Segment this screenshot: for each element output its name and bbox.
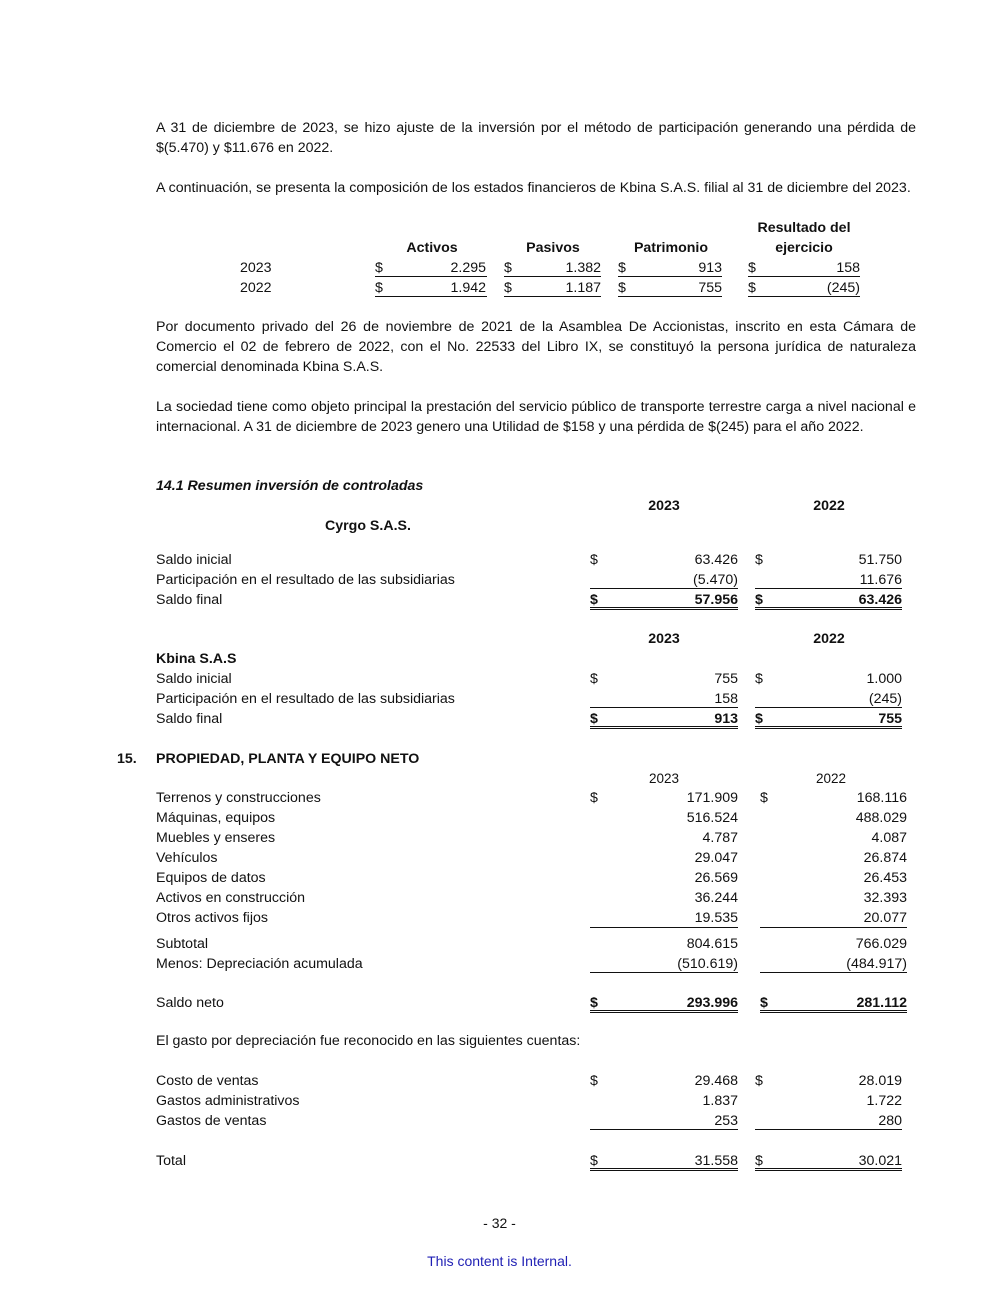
ppe-value-2023: 171.909 [686, 790, 738, 806]
row-label: Saldo inicial [156, 552, 232, 568]
saldo-neto-2023: 293.996 [686, 995, 738, 1011]
col-header-2023: 2023 [648, 498, 680, 514]
underline [504, 296, 601, 297]
underline [590, 927, 738, 928]
kbina-saldo-final-2023: 913 [714, 711, 738, 727]
currency-symbol: $ [590, 995, 598, 1011]
kbina-saldo-inicial-2022: 1.000 [866, 671, 902, 687]
ppe-value-2022: 20.077 [863, 910, 907, 926]
ppe-value-2022: 26.453 [863, 870, 907, 886]
underline [618, 276, 722, 277]
ppe-value-2023: 516.524 [686, 810, 738, 826]
header-resultado-line1: Resultado del [757, 220, 851, 236]
kbina-heading: Kbina S.A.S [156, 651, 237, 667]
col-header-2022: 2022 [813, 631, 845, 647]
kbina-row-year: 2023 [240, 260, 272, 276]
gasto-value-2022: 1.722 [866, 1093, 902, 1109]
kbina-pasivos-2022: 1.187 [565, 280, 601, 296]
paragraph-objeto-social: La sociedad tiene como objeto principal la prestación del servicio público de transporte terrestre carga a nivel nacional e internacional. A 31 de diciembre de 2023 genero una Utilidad de $158 y una pérdida de $(245) para el año 2022. [156, 399, 916, 435]
underline [504, 276, 601, 277]
underline [748, 296, 860, 297]
classification-label: This content is Internal. [427, 1253, 572, 1269]
currency-symbol: $ [375, 280, 383, 296]
gasto-value-2022: 28.019 [858, 1073, 902, 1089]
currency-symbol: $ [755, 1153, 763, 1169]
row-label: Saldo final [156, 711, 223, 727]
kbina-resultado-2023: 158 [836, 260, 860, 276]
depreciacion-2022: (484.917) [846, 956, 907, 972]
intro-paragraph-1: A 31 de diciembre de 2023, se hizo ajuste de la inversión por el método de participación generando una pérdida de $(5.470) y $11.676 en 2022. [156, 120, 916, 156]
currency-symbol: $ [590, 711, 598, 727]
underline [748, 276, 860, 277]
currency-symbol: $ [590, 1153, 598, 1169]
cyrgo-participacion-2023: (5.470) [693, 572, 738, 588]
row-label: Saldo neto [156, 995, 224, 1011]
kbina-activos-2022: 1.942 [450, 280, 486, 296]
depreciacion-2023: (510.619) [677, 956, 738, 972]
currency-symbol: $ [755, 671, 763, 687]
total-2023: 31.558 [694, 1153, 738, 1169]
kbina-patrimonio-2023: 913 [698, 260, 722, 276]
currency-symbol: $ [590, 671, 598, 687]
currency-symbol: $ [618, 280, 626, 296]
double-underline [590, 726, 738, 729]
double-underline [590, 1168, 738, 1171]
currency-symbol: $ [590, 592, 598, 608]
underline [760, 927, 907, 928]
double-underline [755, 726, 902, 729]
gasto-value-2023: 1.837 [702, 1093, 738, 1109]
ppe-value-2022: 168.116 [856, 790, 907, 806]
row-label: Participación en el resultado de las subsidiarias [156, 572, 455, 588]
cyrgo-saldo-inicial-2022: 51.750 [858, 552, 902, 568]
underline [375, 276, 487, 277]
currency-symbol: $ [504, 260, 512, 276]
subtotal-2022: 766.029 [855, 936, 907, 952]
col-header-2022: 2022 [813, 498, 845, 514]
ppe-value-2023: 19.535 [694, 910, 738, 926]
row-label: Activos en construcción [156, 890, 306, 906]
underline [590, 972, 738, 973]
currency-symbol: $ [590, 1073, 598, 1089]
ppe-value-2022: 32.393 [863, 890, 907, 906]
underline [755, 1129, 902, 1130]
currency-symbol: $ [748, 260, 756, 276]
section-14-1-title: 14.1 Resumen inversión de controladas [156, 478, 424, 494]
col-header-2023: 2023 [648, 771, 680, 786]
currency-symbol: $ [618, 260, 626, 276]
saldo-neto-2022: 281.112 [856, 995, 907, 1011]
cyrgo-heading: Cyrgo S.A.S. [325, 518, 411, 534]
subtotal-2023: 804.615 [686, 936, 738, 952]
header-patrimonio: Patrimonio [633, 240, 709, 256]
ppe-value-2022: 26.874 [863, 850, 907, 866]
kbina-participacion-2022: (245) [868, 691, 902, 707]
section-15-number: 15. [117, 751, 137, 767]
row-label: Terrenos y construcciones [156, 790, 321, 806]
ppe-value-2023: 29.047 [694, 850, 738, 866]
underline [590, 707, 738, 708]
ppe-value-2023: 4.787 [702, 830, 738, 846]
double-underline [590, 607, 738, 610]
row-label: Vehículos [156, 850, 218, 866]
currency-symbol: $ [748, 280, 756, 296]
double-underline [755, 1168, 902, 1171]
currency-symbol: $ [755, 552, 763, 568]
page-number: - 32 - [483, 1215, 516, 1231]
header-resultado-line2: ejercicio [775, 240, 833, 256]
row-label: Muebles y enseres [156, 830, 276, 846]
underline [375, 296, 487, 297]
double-underline [760, 1010, 907, 1013]
currency-symbol: $ [760, 995, 768, 1011]
gasto-value-2022: 280 [878, 1113, 902, 1129]
currency-symbol: $ [755, 1073, 763, 1089]
currency-symbol: $ [590, 790, 598, 806]
header-pasivos: Pasivos [526, 240, 580, 256]
currency-symbol: $ [375, 260, 383, 276]
col-header-2022: 2022 [815, 771, 847, 786]
kbina-row-year: 2022 [240, 280, 272, 296]
kbina-resultado-2022: (245) [826, 280, 860, 296]
row-label: Menos: Depreciación acumulada [156, 956, 363, 972]
cyrgo-saldo-final-2023: 57.956 [694, 592, 738, 608]
kbina-saldo-final-2022: 755 [878, 711, 902, 727]
currency-symbol: $ [760, 790, 768, 806]
row-label: Saldo final [156, 592, 223, 608]
underline [590, 1129, 738, 1130]
underline [755, 588, 902, 589]
kbina-patrimonio-2022: 755 [698, 280, 722, 296]
row-label: Participación en el resultado de las subsidiarias [156, 691, 455, 707]
col-header-2023: 2023 [648, 631, 680, 647]
cyrgo-saldo-inicial-2023: 63.426 [694, 552, 738, 568]
ppe-value-2023: 26.569 [694, 870, 738, 886]
row-label: Saldo inicial [156, 671, 232, 687]
ppe-value-2023: 36.244 [694, 890, 738, 906]
gasto-value-2023: 253 [714, 1113, 738, 1129]
intro-paragraph-2: A continuación, se presenta la composición de los estados financieros de Kbina S.A.S. filial al 31 de diciembre del 2023. [156, 180, 911, 196]
paragraph-constitucion: Por documento privado del 26 de noviembre de 2021 de la Asamblea De Accionistas, inscrito en esta Cámara de Comercio el 02 de febrero de 2022, con el No. 22533 del Libro IX, se constituyó la persona jurídica de naturaleza comercial denominada Kbina S.A.S. [156, 319, 916, 375]
cyrgo-participacion-2022: 11.676 [859, 572, 902, 588]
total-2022: 30.021 [858, 1153, 902, 1169]
ppe-value-2022: 488.029 [855, 810, 907, 826]
currency-symbol: $ [590, 552, 598, 568]
underline [760, 972, 907, 973]
kbina-pasivos-2023: 1.382 [565, 260, 601, 276]
row-label: Gastos de ventas [156, 1113, 267, 1129]
cyrgo-saldo-final-2022: 63.426 [858, 592, 902, 608]
row-label: Gastos administrativos [156, 1093, 300, 1109]
gasto-value-2023: 29.468 [694, 1073, 738, 1089]
underline [590, 588, 738, 589]
currency-symbol: $ [755, 592, 763, 608]
kbina-participacion-2023: 158 [714, 691, 738, 707]
kbina-activos-2023: 2.295 [450, 260, 486, 276]
row-label: Máquinas, equipos [156, 810, 276, 826]
row-label: Costo de ventas [156, 1073, 259, 1089]
ppe-value-2022: 4.087 [871, 830, 907, 846]
row-label: Total [156, 1153, 186, 1169]
currency-symbol: $ [755, 711, 763, 727]
row-label: Subtotal [156, 936, 209, 952]
underline [755, 707, 902, 708]
depreciation-expense-text: El gasto por depreciación fue reconocido en las siguientes cuentas: [156, 1033, 581, 1049]
row-label: Equipos de datos [156, 870, 266, 886]
currency-symbol: $ [504, 280, 512, 296]
kbina-saldo-inicial-2023: 755 [714, 671, 738, 687]
header-activos: Activos [406, 240, 458, 256]
double-underline [755, 607, 902, 610]
section-15-title: PROPIEDAD, PLANTA Y EQUIPO NETO [156, 751, 420, 767]
row-label: Otros activos fijos [156, 910, 268, 926]
underline [618, 296, 722, 297]
double-underline [590, 1010, 738, 1013]
